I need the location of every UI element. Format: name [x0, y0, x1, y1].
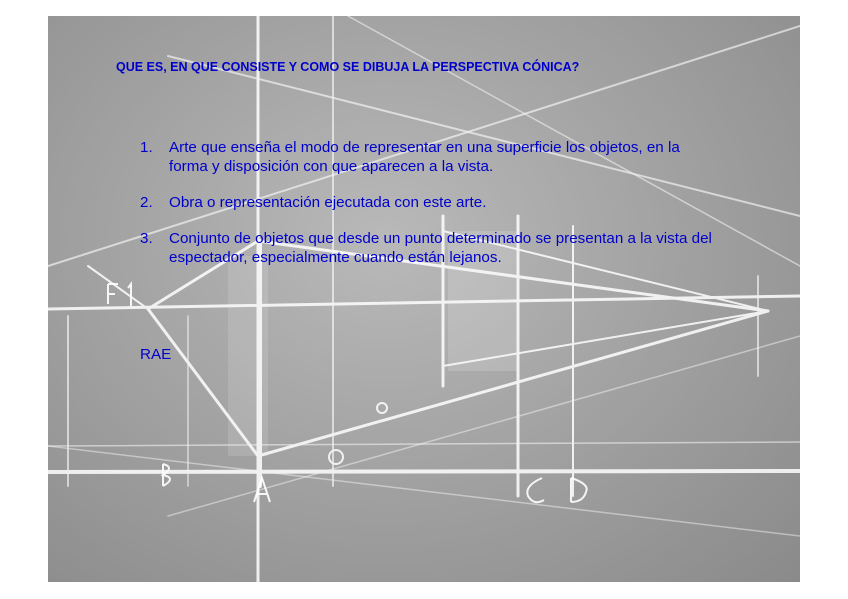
- slide: [48, 16, 800, 582]
- definition-item-3: [116, 229, 716, 267]
- chalk-label-b: [163, 464, 170, 486]
- definition-text: Obra o representación ejecutada con este arte.: [169, 194, 487, 211]
- definition-item-2: [116, 193, 716, 212]
- definition-text: Arte que enseña el modo de representar en una superficie los objetos, en la forma y disposición con que aparecen a la vista.: [169, 139, 680, 175]
- definition-list: [116, 138, 716, 284]
- definition-number: 1.: [140, 139, 153, 156]
- source-label: RAE: [140, 346, 172, 363]
- definition-number: 3.: [140, 230, 153, 247]
- chalkboard-perspective-drawing: [48, 16, 800, 582]
- definition-text: Conjunto de objetos que desde un punto determinado se presentan a la vista del espectador, especialmente cuando están lejanos.: [169, 230, 712, 266]
- chalk-label-c: [527, 478, 544, 502]
- definition-item-1: [116, 138, 716, 176]
- definition-number: 2.: [140, 194, 153, 211]
- slide-title: QUE ES, EN QUE CONSISTE Y COMO SE DIBUJA LA PERSPECTIVA CÓNICA?: [116, 60, 580, 74]
